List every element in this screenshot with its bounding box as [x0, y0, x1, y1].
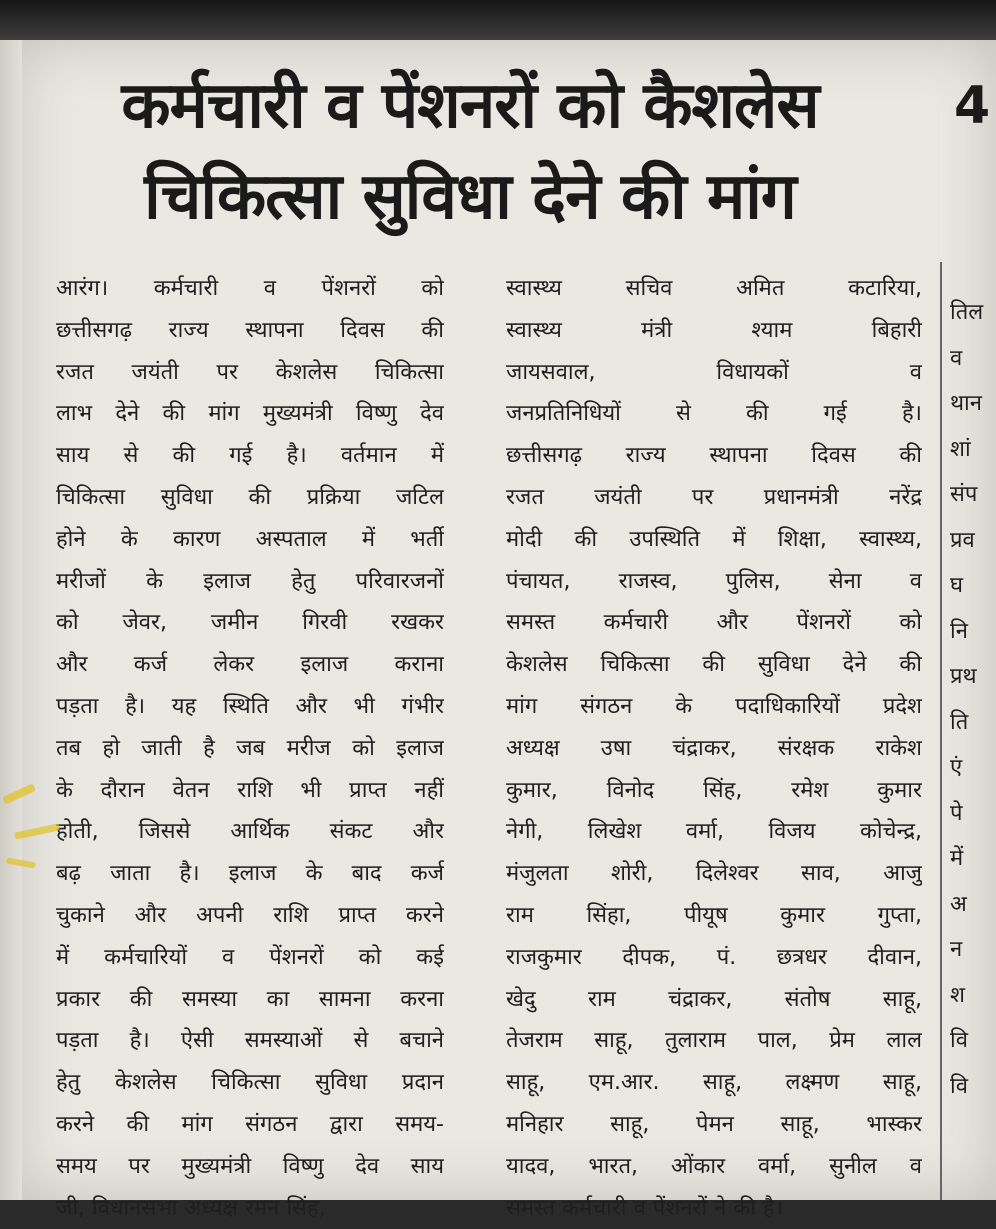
article-line: प्रकार की समस्या का सामना करना — [56, 986, 444, 1012]
article-line: आरंग। कर्मचारी व पेंशनरों को — [56, 276, 444, 301]
article-line: समस्त कर्मचारी व पेंशनरों ने की है। — [506, 1195, 783, 1221]
article-line: केशलेस चिकित्सा की सुविधा देने की — [506, 652, 922, 678]
article-line: होने के कारण अस्पताल में भर्ती — [56, 526, 444, 552]
article-line: तेजराम साहू, तुलाराम पाल, प्रेम लाल — [506, 1028, 922, 1054]
article-line: को जेवर, जमीन गिरवी रखकर — [56, 610, 444, 636]
article-line: हेतु केशलेस चिकित्सा सुविधा प्रदान — [56, 1070, 444, 1096]
article-line: समय पर मुख्यमंत्री विष्णु देव साय — [56, 1153, 444, 1179]
article-line: अध्यक्ष उषा चंद्राकर, संरक्षक राकेश — [506, 735, 922, 761]
article-line: स्वास्थ्य मंत्री श्याम बिहारी — [506, 317, 922, 343]
article-line: छत्तीसगढ़ राज्य स्थापना दिवस की — [506, 443, 922, 469]
article-line: जी, विधानसभा अध्यक्ष रमन सिंह, — [56, 1195, 326, 1221]
article-line: छत्तीसगढ़ राज्य स्थापना दिवस की — [56, 317, 444, 343]
adjacent-article-line: न — [950, 937, 963, 962]
article-line: साहू, एम.आर. साहू, लक्ष्मण साहू, — [506, 1070, 922, 1096]
adjacent-article-line: थान — [950, 391, 982, 416]
article-line: के दौरान वेतन राशि भी प्राप्त नहीं — [56, 777, 444, 803]
adjacent-article-line: प्रव — [950, 527, 975, 553]
article-line: जायसवाल, विधायकों व — [506, 359, 922, 385]
adjacent-article-line: वि — [950, 1028, 968, 1053]
article-line: होती, जिससे आर्थिक संकट और — [56, 819, 444, 845]
article-line: पड़ता है। यह स्थिति और भी गंभीर — [56, 693, 444, 719]
headline-line-2: चिकित्सा सुविधा देने की मांग — [144, 160, 796, 234]
article-line: यादव, भारत, ओंकार वर्मा, सुनील व — [506, 1153, 922, 1179]
article-line: चुकाने और अपनी राशि प्राप्त करने — [56, 902, 444, 928]
adjacent-article-line: पे — [950, 800, 963, 826]
adjacent-article-line: प्रथ — [950, 664, 977, 689]
adjacent-article-line: घ — [950, 573, 964, 598]
article-line: साय से की गई है। वर्तमान में — [56, 443, 444, 469]
article-line: रजत जयंती पर केशलेस चिकित्सा — [56, 359, 444, 385]
article-line: में कर्मचारियों व पेंशनरों को कई — [56, 944, 444, 970]
article-line: मोदी की उपस्थिति में शिक्षा, स्वास्थ्य, — [506, 526, 922, 552]
article-line: रजत जयंती पर प्रधानमंत्री नरेंद्र — [506, 484, 922, 510]
adjacent-article-line: संप — [950, 482, 978, 507]
article-line: और कर्ज लेकर इलाज कराना — [56, 652, 444, 678]
article-line: कुमार, विनोद सिंह, रमेश कुमार — [506, 777, 922, 803]
adjacent-article-line: नि — [950, 618, 968, 644]
article-line: मरीजों के इलाज हेतु परिवारजनों — [56, 568, 444, 594]
article-line: करने की मांग संगठन द्वारा समय- — [56, 1111, 444, 1137]
article-line: पड़ता है। ऐसी समस्याओं से बचाने — [56, 1028, 444, 1054]
article-line: राम सिंहा, पीयूष कुमार गुप्ता, — [506, 902, 922, 928]
article-line: तब हो जाती है जब मरीज को इलाज — [56, 735, 444, 761]
article-line: चिकित्सा सुविधा की प्रक्रिया जटिल — [56, 484, 444, 510]
article-line: राजकुमार दीपक, पं. छत्रधर दीवान, — [506, 944, 922, 970]
adjacent-article-line: एं — [950, 755, 963, 780]
adjacent-article-line: तिल — [950, 300, 984, 325]
adjacent-article-line: अ — [950, 891, 967, 917]
article-line: मांग संगठन के पदाधिकारियों प्रदेश — [506, 693, 922, 719]
adjacent-article-line: शां — [950, 436, 971, 462]
adjacent-article-line: श — [950, 982, 965, 1008]
page-number-fragment: 4 — [954, 76, 991, 136]
page-fold-edge — [0, 40, 22, 1200]
article-line: मंजुलता शोरी, दिलेश्वर साव, आजु — [506, 861, 922, 887]
headline-line-1: कर्मचारी व पेंशनरों को कैशलेस — [121, 69, 819, 143]
column-divider — [940, 262, 942, 1200]
article-column-2 — [506, 268, 922, 1229]
adjacent-article-fragment — [950, 290, 996, 1109]
article-line: पंचायत, राजस्व, पुलिस, सेना व — [506, 568, 922, 594]
article-line: जनप्रतिनिधियों से की गई है। — [506, 401, 922, 427]
adjacent-article-line: व — [950, 345, 963, 371]
adjacent-article-line: में — [950, 846, 964, 871]
article-column-1 — [56, 268, 444, 1229]
article-line: समस्त कर्मचारी और पेंशनरों को — [506, 610, 922, 636]
adjacent-article-line: वि — [950, 1073, 968, 1099]
adjacent-article-line: ति — [950, 709, 969, 735]
article-line: मनिहार साहू, पेमन साहू, भास्कर — [506, 1111, 922, 1137]
article-line: खेदु राम चंद्राकर, संतोष साहू, — [506, 986, 922, 1012]
article-line: बढ़ जाता है। इलाज के बाद कर्ज — [56, 861, 444, 887]
article-line: स्वास्थ्य सचिव अमित कटारिया, — [506, 276, 922, 301]
article-line: नेगी, लिखेश वर्मा, विजय कोचेन्द्र, — [506, 819, 922, 845]
article-line: लाभ देने की मांग मुख्यमंत्री विष्णु देव — [56, 401, 444, 427]
